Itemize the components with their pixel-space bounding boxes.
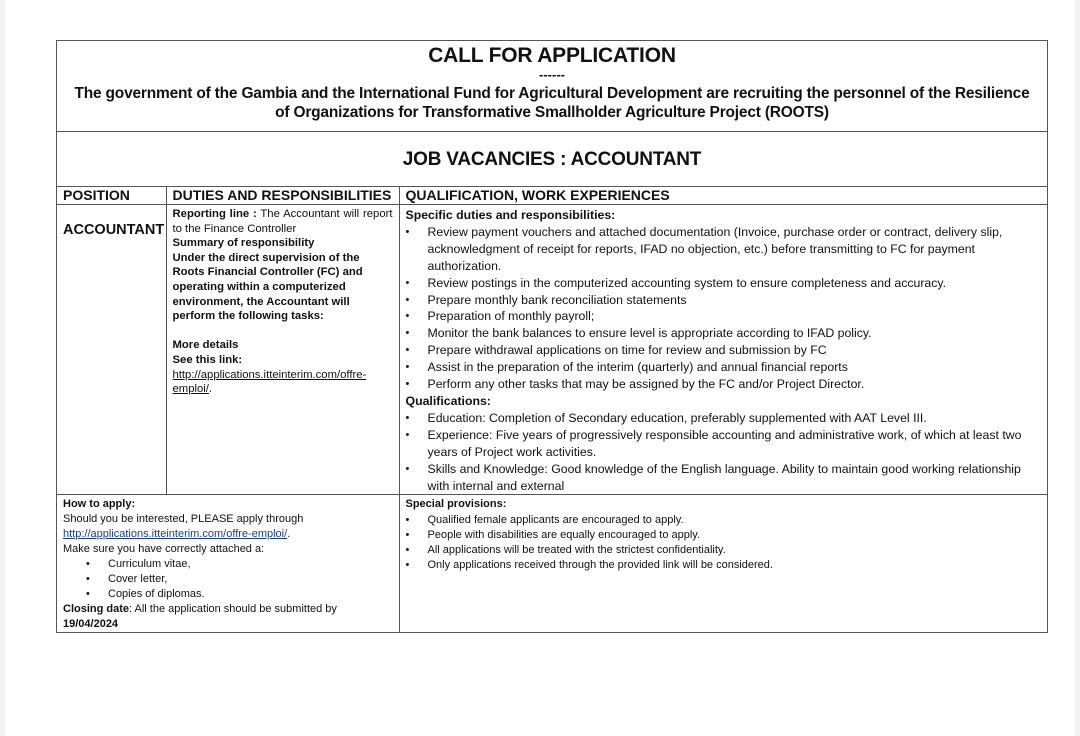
list-item: • Experience: Five years of progressively responsible accounting and administrative work, of which at least two years of Project work activities. — [428, 427, 1042, 461]
list-item: • Cover letter, — [108, 572, 393, 587]
list-item: • Perform any other tasks that may be assigned by the FC and/or Project Director. — [428, 376, 1042, 393]
how-to-apply-intro: Should you be interested, PLEASE apply through — [63, 513, 304, 526]
column-header-qualification: QUALIFICATION, WORK EXPERIENCES — [399, 187, 1047, 205]
list-item: • Preparation of monthly payroll; — [428, 308, 1042, 325]
closing-date-text: : All the application should be submitted by — [129, 603, 337, 616]
specific-duties-heading: Specific duties and responsibilities: — [405, 208, 616, 222]
summary-text: Under the direct supervision of the Roots Financial Controller (FC) and operating within a computerized environment, the Accountant will perform the following tasks: — [172, 251, 363, 323]
vacancy-title: JOB VACANCIES : ACCOUNTANT — [57, 132, 1047, 187]
how-to-apply-cell — [57, 495, 399, 633]
reporting-line-label: Reporting line : — [172, 208, 257, 220]
apply-row — [57, 495, 1047, 633]
closing-date-line — [63, 602, 393, 632]
job-posting-table — [56, 40, 1048, 633]
closing-date-label: Closing date — [63, 603, 130, 616]
special-provisions-list — [406, 513, 1042, 574]
attachments-intro: Make sure you have correctly attached a: — [63, 543, 265, 556]
closing-date-value: 19/04/2024 — [63, 618, 119, 631]
column-header-row — [57, 187, 1047, 205]
position-cell: ACCOUNTANT — [57, 205, 166, 495]
duties-link-suffix: . — [208, 383, 213, 396]
qualifications-list — [406, 410, 1042, 495]
qualification-cell — [399, 205, 1047, 495]
title-divider: ------ — [539, 67, 565, 82]
summary-label: Summary of responsibility — [172, 237, 315, 250]
qualifications-heading: Qualifications: — [405, 393, 491, 408]
position-row — [57, 205, 1047, 495]
apply-link-suffix: . — [287, 528, 291, 541]
list-item: • Qualified female applicants are encouraged to apply. — [428, 513, 1042, 528]
list-item: • All applications will be treated with the strictest confidentiality. — [428, 543, 1042, 558]
list-item: • Only applications received through the provided link will be considered. — [428, 558, 1042, 573]
list-item: • Review postings in the computerized accounting system to ensure completeness and accuracy. — [428, 275, 1042, 292]
list-item: • Monitor the bank balances to ensure level is appropriate according to IFAD policy. — [428, 325, 1042, 342]
column-header-position: POSITION — [57, 187, 166, 205]
special-provisions-cell — [399, 495, 1047, 633]
attachments-list — [63, 557, 393, 602]
list-item: • Prepare withdrawal applications on time for review and submission by FC — [428, 342, 1042, 359]
list-item: • Skills and Knowledge: Good knowledge of the English language. Ability to maintain good working relationship with internal and external — [428, 461, 1042, 495]
list-item: • Review payment vouchers and attached documentation (Invoice, purchase order or contract, delivery slip, acknowledgment of receipt for reports, IFAD no objection, etc.) before transmitting to FC for payment authorization. — [428, 224, 1042, 275]
list-item: • Education: Completion of Secondary education, preferably supplemented with AAT Level III. — [428, 410, 1042, 427]
reporting-line-text: The Accountant will report to the Finance Controller — [172, 208, 393, 235]
duties-cell — [166, 205, 399, 495]
document-page — [5, 0, 1075, 736]
more-details-label: More details — [172, 339, 239, 352]
list-item: • Assist in the preparation of the interim (quarterly) and annual financial reports — [428, 359, 1042, 376]
posting-subtitle: The government of the Gambia and the International Fund for Agricultural Development are recruiting the personnel of the Resilience of Organizations for Transformative Smallholder Agriculture Project (ROOTS) — [74, 85, 1030, 121]
list-item: • Copies of diplomas. — [108, 587, 393, 602]
posting-header — [57, 44, 1047, 132]
apply-link[interactable]: http://applications.itteinterim.com/offre-emploi/ — [63, 528, 288, 541]
duties-application-link[interactable]: http://applications.itteinterim.com/offre-emploi/ — [172, 368, 367, 396]
column-header-duties: DUTIES AND RESPONSIBILITIES — [166, 187, 399, 205]
list-item: • Prepare monthly bank reconciliation statements — [428, 292, 1042, 309]
see-link-label: See this link: — [172, 353, 243, 366]
how-to-apply-heading: How to apply: — [63, 498, 136, 511]
details-table — [57, 187, 1047, 632]
specific-duties-list — [406, 224, 1042, 393]
special-provisions-heading: Special provisions: — [405, 498, 507, 511]
page-title: CALL FOR APPLICATION — [428, 44, 676, 67]
list-item: • People with disabilities are equally encouraged to apply. — [428, 528, 1042, 543]
list-item: • Curriculum vitae, — [108, 557, 393, 572]
